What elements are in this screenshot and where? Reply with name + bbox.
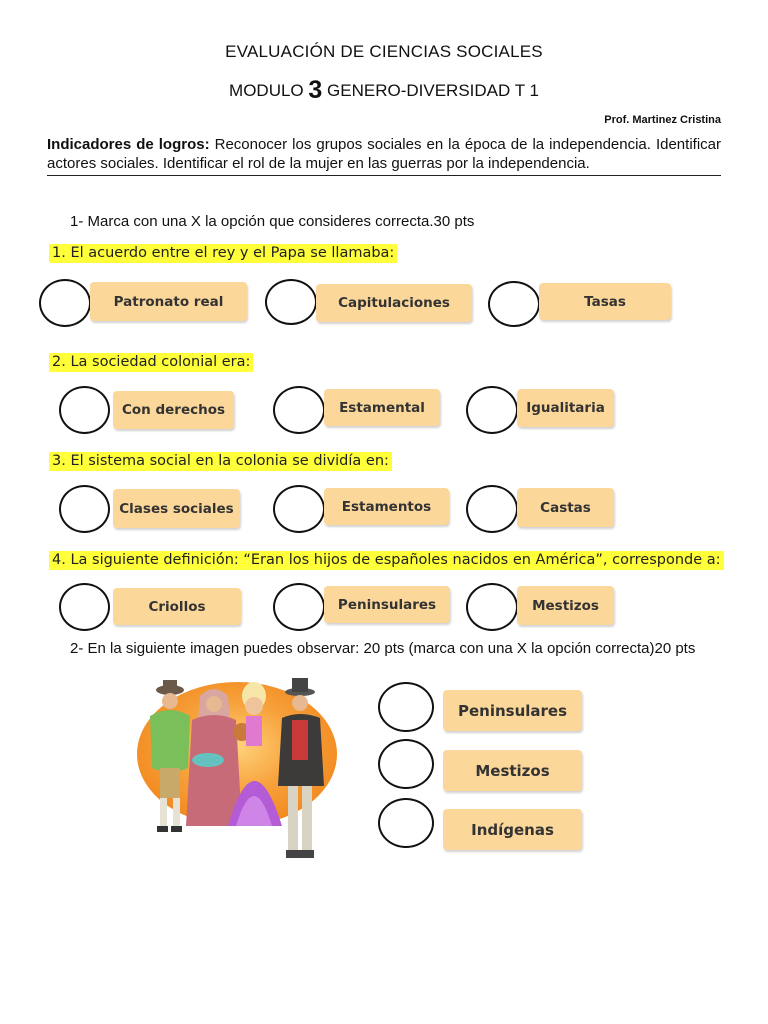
page-title: EVALUACIÓN DE CIENCIAS SOCIALES	[225, 42, 543, 61]
q3-answer-circle-1[interactable]	[59, 485, 110, 533]
q4-option-2: Peninsulares	[324, 586, 450, 623]
s2-answer-circle-2[interactable]	[378, 739, 434, 789]
teacher-name: Prof. Martinez Cristina	[604, 114, 721, 126]
q3-option-1: Clases sociales	[113, 489, 240, 528]
module-title	[0, 76, 768, 105]
s2-answer-circle-3[interactable]	[378, 798, 434, 848]
q3-option-3: Castas	[517, 488, 614, 527]
s2-option-3: Indígenas	[443, 809, 582, 850]
q1-option-2: Capitulaciones	[316, 284, 472, 322]
q2-answer-circle-2[interactable]	[273, 386, 325, 434]
q4-answer-circle-3[interactable]	[466, 583, 518, 631]
q1-option-3: Tasas	[539, 283, 671, 320]
q4-answer-circle-1[interactable]	[59, 583, 110, 631]
q1-option-1: Patronato real	[90, 282, 247, 321]
question-4-label: 4. La siguiente definición: “Eran los hijos de españoles nacidos en América”, corresponde a:	[49, 551, 724, 570]
indicators-text: Reconocer los grupos sociales en la época de la independencia. Identificar actores sociales. Identificar el rol de la mujer en las guerras por la independencia.	[47, 136, 721, 172]
q1-answer-circle-2[interactable]	[265, 279, 317, 325]
module-suffix: GENERO-DIVERSIDAD T 1	[327, 81, 539, 100]
q2-answer-circle-1[interactable]	[59, 386, 110, 434]
achievement-indicators	[47, 135, 721, 176]
q4-option-3: Mestizos	[517, 586, 614, 625]
q1-answer-circle-3[interactable]	[488, 281, 540, 327]
question-3-label: 3. El sistema social en la colonia se dividía en:	[49, 452, 392, 471]
colonial-society-illustration	[132, 676, 342, 868]
q2-option-1: Con derechos	[113, 391, 234, 429]
s2-option-2: Mestizos	[443, 750, 582, 791]
section2-instruction: 2- En la siguiente imagen puedes observar: 20 pts (marca con una X la opción correcta)20 pts	[70, 640, 696, 657]
q3-option-2: Estamentos	[324, 488, 449, 525]
question-2-label: 2. La sociedad colonial era:	[49, 353, 253, 372]
section1-instruction: 1- Marca con una X la opción que consideres correcta.30 pts	[70, 213, 475, 230]
q3-answer-circle-3[interactable]	[466, 485, 518, 533]
q1-answer-circle-1[interactable]	[39, 279, 91, 327]
question-1-label: 1. El acuerdo entre el rey y el Papa se llamaba:	[49, 244, 397, 263]
q4-option-1: Criollos	[113, 588, 241, 625]
s2-option-1: Peninsulares	[443, 690, 582, 731]
s2-answer-circle-1[interactable]	[378, 682, 434, 732]
q3-answer-circle-2[interactable]	[273, 485, 325, 533]
module-number: 3	[308, 76, 323, 104]
q2-option-3: Igualitaria	[517, 389, 614, 427]
q4-answer-circle-2[interactable]	[273, 583, 325, 631]
indicators-label: Indicadores de logros:	[47, 136, 210, 153]
q2-option-2: Estamental	[324, 389, 440, 426]
q2-answer-circle-3[interactable]	[466, 386, 518, 434]
module-prefix: MODULO	[229, 81, 304, 100]
